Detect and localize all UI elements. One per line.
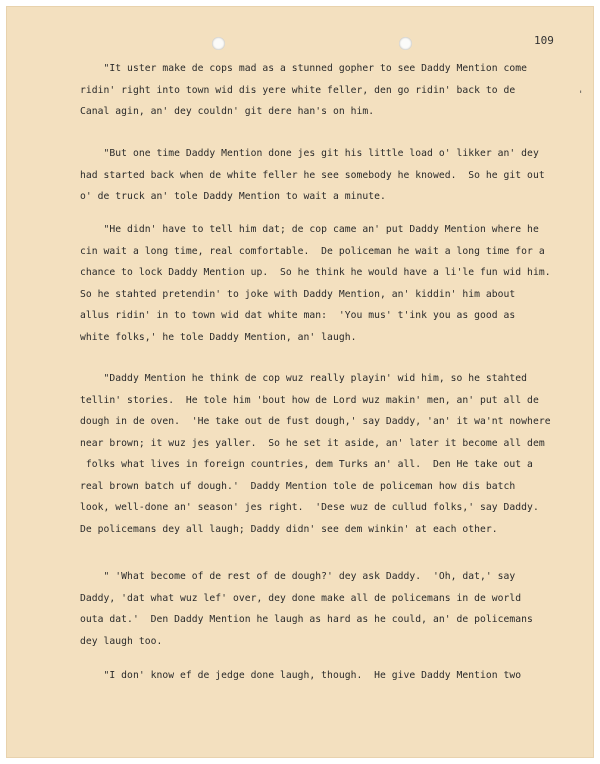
text-line: folks what lives in foreign countries, dem Turks an' all. Den He take out a	[80, 459, 533, 470]
text-line: real brown batch uf dough.' Daddy Mention tole de policeman how dis batch	[80, 480, 516, 492]
text-line: white folks,' he tole Daddy Mention, an' laugh.	[80, 331, 357, 343]
text-line: outa dat.' Den Daddy Mention he laugh as hard as he could, an' de policemans	[80, 614, 533, 625]
text-line: "I don' know ef de jedge done laugh, though. He give Daddy Mention two	[80, 670, 522, 681]
text-line: dough in de oven. 'He take out de fust dough,' say Daddy, 'an' it wa'nt nowhere	[80, 416, 551, 427]
text-line: Canal agin, an' dey couldn' git dere han's on him.	[80, 106, 375, 117]
paragraph	[80, 219, 600, 348]
text-line: allus ridin' in to town wid dat white man: 'You mus' t'ink you as good as	[80, 310, 516, 321]
text-line: dey laugh too.	[80, 635, 163, 647]
margin-mark: '	[578, 90, 584, 100]
paragraph	[80, 665, 600, 687]
punch-hole	[212, 37, 225, 50]
text-line: ridin' right into town wid dis yere white feller, den go ridin' back to de	[80, 84, 516, 96]
text-line: Daddy, 'dat what wuz lef' over, dey done make all de policemans in de world	[80, 592, 522, 604]
text-line: De policemans dey all laugh; Daddy didn' see dem winkin' at each other.	[80, 523, 498, 535]
text-line: cin wait a long time, real comfortable. De policeman he wait a long time for a	[80, 245, 545, 257]
page-number: 109	[534, 34, 554, 47]
paragraph	[80, 566, 600, 652]
text-line: So he stahted pretendin' to joke with Daddy Mention, an' kiddin' him about	[80, 288, 516, 300]
text-line: "He didn' have to tell him dat; de cop came an' put Daddy Mention where he	[80, 224, 539, 235]
text-line: o' de truck an' tole Daddy Mention to wait a minute.	[80, 191, 386, 202]
text-line: "Daddy Mention he think de cop wuz really playin' wid him, so he stahted	[80, 373, 528, 384]
punch-hole	[399, 37, 412, 50]
paragraph	[80, 368, 600, 540]
paragraph	[80, 143, 600, 208]
text-line: near brown; it wuz jes yaller. So he set it aside, an' later it become all dem	[80, 437, 545, 449]
text-line: "It uster make de cops mad as a stunned gopher to see Daddy Mention come	[80, 63, 528, 74]
text-line: look, well-done an' season' jes right. 'Dese wuz de cullud folks,' say Daddy.	[80, 502, 539, 513]
text-line: " 'What become of de rest of de dough?' dey ask Daddy. 'Oh, dat,' say	[80, 571, 516, 582]
text-line: chance to lock Daddy Mention up. So he think he would have a li'le fun wid him.	[80, 267, 551, 278]
paragraph	[80, 58, 600, 123]
text-line: tellin' stories. He tole him 'bout how de Lord wuz makin' men, an' put all de	[80, 394, 539, 406]
text-line: "But one time Daddy Mention done jes git his little load o' likker an' dey	[80, 148, 539, 159]
text-line: had started back when de white feller he see somebody he knowed. So he git out	[80, 169, 545, 181]
